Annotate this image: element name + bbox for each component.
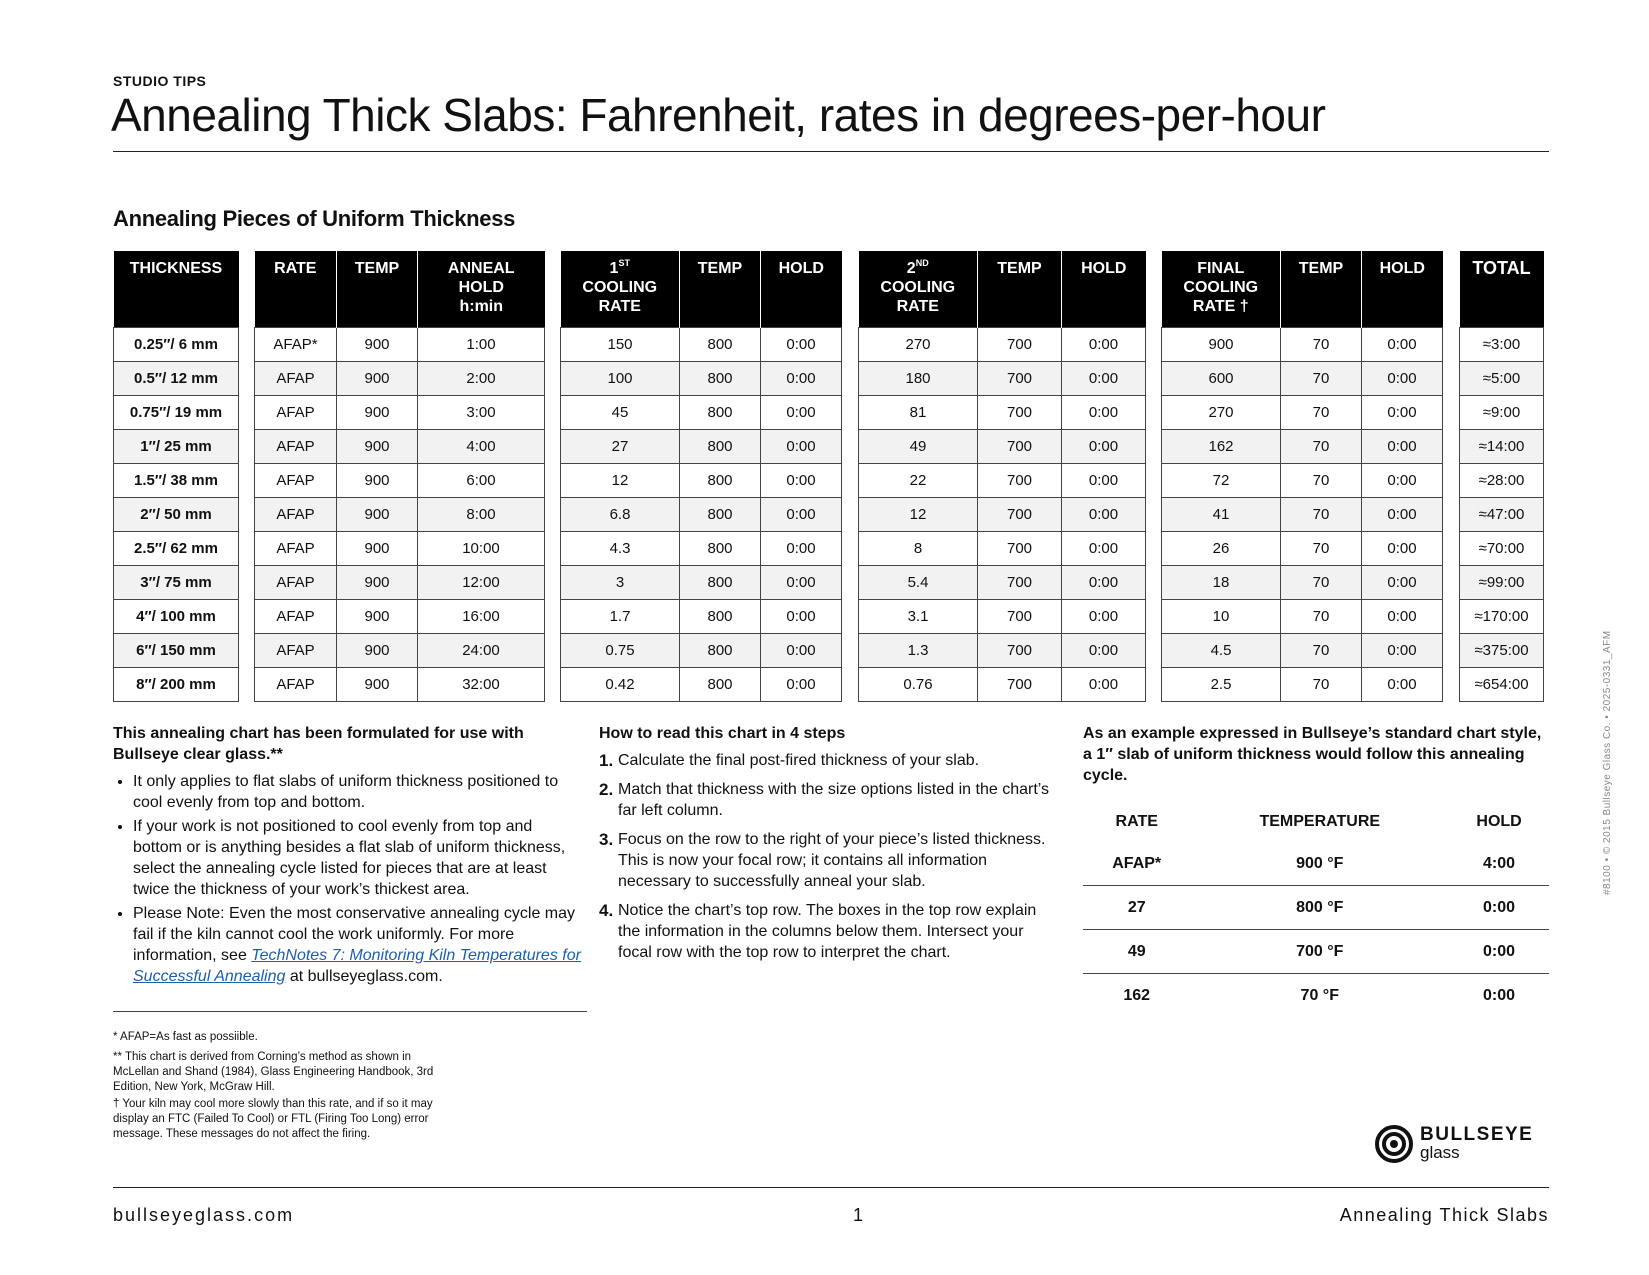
table-cell: AFAP <box>255 600 337 634</box>
table-cell: 22 <box>859 464 978 498</box>
table-row <box>561 532 842 566</box>
example-cell: 0:00 <box>1449 930 1549 974</box>
table-cell: ≈99:00 <box>1460 566 1544 600</box>
table-cell: 0:00 <box>761 566 842 600</box>
table-row <box>1162 430 1443 464</box>
table-row <box>1162 464 1443 498</box>
header-total: TOTAL <box>1460 251 1544 328</box>
table-cell: 12 <box>561 464 680 498</box>
table-cell: ≈375:00 <box>1460 634 1544 668</box>
table-cell: 0:00 <box>761 362 842 396</box>
table-cell: 81 <box>859 396 978 430</box>
table-row <box>1162 328 1443 362</box>
table-cell: 41 <box>1162 498 1281 532</box>
table-cell: 0:00 <box>1362 362 1443 396</box>
table-cell: 800 <box>680 362 761 396</box>
logo-wordmark: BULLSEYE <box>1420 1124 1534 1145</box>
table-cell: 800 <box>680 328 761 362</box>
table-cell: 0:00 <box>761 668 842 702</box>
table-cell: 100 <box>561 362 680 396</box>
table-cell: 900 <box>337 600 418 634</box>
table-cell: AFAP <box>255 464 337 498</box>
table-row <box>561 634 842 668</box>
table-cell: 0:00 <box>761 532 842 566</box>
table-cell: ≈3:00 <box>1460 328 1544 362</box>
step-item: 4. Notice the chart’s top row. The boxes in the top row explain the information in the columns below them. Intersect your focal row with the top row to interpret the chart. <box>599 901 1037 961</box>
table-row <box>1460 498 1544 532</box>
table-row <box>255 464 545 498</box>
example-cell: 49 <box>1083 930 1190 974</box>
table-cell: 2.5 <box>1162 668 1281 702</box>
usage-notes <box>113 723 583 990</box>
table-cell: 5.4 <box>859 566 978 600</box>
table-cell: 3 <box>561 566 680 600</box>
header-hold: HOLD <box>761 251 842 328</box>
how-to-read-heading: How to read this chart in 4 steps <box>599 725 846 742</box>
table-cell: 270 <box>859 328 978 362</box>
table-cell: 900 <box>337 634 418 668</box>
table-cell: 700 <box>978 532 1062 566</box>
table-row <box>1162 498 1443 532</box>
table-cell: AFAP <box>255 532 337 566</box>
table-cell: 0:00 <box>1062 328 1146 362</box>
example-header-temperature: TEMPERATURE <box>1259 813 1381 830</box>
usage-heading: This annealing chart has been formulated for use with Bullseye clear glass.** <box>113 725 524 763</box>
table-cell: 70 <box>1281 532 1362 566</box>
table-row <box>1162 634 1443 668</box>
example-cell: 900 °F <box>1190 842 1449 886</box>
total-table <box>1459 251 1544 702</box>
usage-bullet: • It only applies to flat slabs of uniform thickness positioned to cool evenly from top and bottom. <box>133 771 583 813</box>
table-cell: 900 <box>337 532 418 566</box>
footnote-divider <box>113 1011 587 1012</box>
example-row <box>1083 842 1549 886</box>
table-cell: 4.5 <box>1162 634 1281 668</box>
table-row <box>255 634 545 668</box>
example-header-rate: RATE <box>1115 813 1158 830</box>
header-divider <box>113 151 1549 152</box>
table-cell: 0.75″/ 19 mm <box>114 396 239 430</box>
table-cell: 70 <box>1281 328 1362 362</box>
table-row <box>255 396 545 430</box>
table-cell: 2:00 <box>418 362 545 396</box>
table-cell: 70 <box>1281 566 1362 600</box>
table-cell: 0:00 <box>761 396 842 430</box>
table-cell: 0:00 <box>1062 566 1146 600</box>
table-cell: 72 <box>1162 464 1281 498</box>
footnote: * AFAP=As fast as possiible. <box>113 1031 258 1043</box>
table-cell: 0:00 <box>1362 566 1443 600</box>
table-cell: 800 <box>680 600 761 634</box>
table-row <box>1162 396 1443 430</box>
table-row <box>114 396 239 430</box>
footer-divider <box>113 1187 1549 1188</box>
table-cell: 900 <box>337 328 418 362</box>
usage-bullet: • If your work is not positioned to cool evenly from top and bottom or is anything besides a flat slab of uniform thickness, select the annealing cycle listed for pieces that are at least twice the thickness of your work’s thickest area. <box>133 816 583 900</box>
example-cell: 700 °F <box>1190 930 1449 974</box>
table-cell: 700 <box>978 498 1062 532</box>
table-cell: 700 <box>978 600 1062 634</box>
table-cell: 0.75 <box>561 634 680 668</box>
table-cell: 700 <box>978 634 1062 668</box>
table-cell: AFAP <box>255 396 337 430</box>
table-cell: ≈70:00 <box>1460 532 1544 566</box>
table-cell: 3.1 <box>859 600 978 634</box>
table-cell: 70 <box>1281 634 1362 668</box>
table-cell: ≈654:00 <box>1460 668 1544 702</box>
table-row <box>255 498 545 532</box>
table-cell: 70 <box>1281 396 1362 430</box>
example-cell: 0:00 <box>1483 986 1516 1004</box>
table-cell: 700 <box>978 668 1062 702</box>
table-cell: 10 <box>1162 600 1281 634</box>
table-cell: AFAP <box>255 430 337 464</box>
table-row <box>1460 464 1544 498</box>
bullseye-target-icon <box>1374 1124 1414 1164</box>
table-row <box>114 464 239 498</box>
footer-doc-title: Annealing Thick Slabs <box>1339 1205 1549 1225</box>
example-heading: As an example expressed in Bullseye’s standard chart style, a 1″ slab of uniform thickness would follow this annealing cycle. <box>1083 725 1542 784</box>
example-intro <box>1083 723 1549 792</box>
table-cell: 0:00 <box>761 328 842 362</box>
table-cell: 8:00 <box>418 498 545 532</box>
table-cell: 180 <box>859 362 978 396</box>
table-row <box>859 464 1146 498</box>
table-row <box>1460 566 1544 600</box>
table-row <box>859 634 1146 668</box>
table-cell: 6″/ 150 mm <box>114 634 239 668</box>
table-cell: AFAP* <box>255 328 337 362</box>
table-cell: 0:00 <box>1062 498 1146 532</box>
table-cell: 0:00 <box>1062 396 1146 430</box>
example-row <box>1083 930 1549 974</box>
table-row <box>1162 600 1443 634</box>
table-cell: 0:00 <box>1062 600 1146 634</box>
table-cell: ≈28:00 <box>1460 464 1544 498</box>
header-anneal-hold: ANNEAL HOLD h:min <box>418 251 545 328</box>
table-row <box>561 600 842 634</box>
table-cell: 0:00 <box>1362 464 1443 498</box>
table-cell: ≈5:00 <box>1460 362 1544 396</box>
table-cell: 27 <box>561 430 680 464</box>
example-table <box>1083 802 1549 1017</box>
table-row <box>114 600 239 634</box>
table-cell: 18 <box>1162 566 1281 600</box>
kicker-label: STUDIO TIPS <box>113 73 207 89</box>
table-cell: 24:00 <box>418 634 545 668</box>
table-cell: 4:00 <box>418 430 545 464</box>
footnote: † Your kiln may cool more slowly than this rate, and if so it may display an FTC (Failed To Cool) or FTL (Firing Too Long) error message. These messages do not affect the firing. <box>113 1098 433 1140</box>
table-cell: 70 <box>1281 668 1362 702</box>
table-row <box>114 498 239 532</box>
table-row <box>561 464 842 498</box>
table-cell: 70 <box>1281 498 1362 532</box>
second-cooling-table <box>858 251 1146 702</box>
table-cell: 800 <box>680 498 761 532</box>
table-cell: 1.5″/ 38 mm <box>114 464 239 498</box>
table-cell: 26 <box>1162 532 1281 566</box>
table-row <box>1162 566 1443 600</box>
table-cell: 900 <box>337 464 418 498</box>
table-row <box>561 566 842 600</box>
table-cell: 0:00 <box>1062 362 1146 396</box>
table-cell: 1″/ 25 mm <box>114 430 239 464</box>
table-cell: ≈47:00 <box>1460 498 1544 532</box>
header-rate: RATE <box>255 251 337 328</box>
table-cell: 0:00 <box>1062 464 1146 498</box>
table-row <box>114 430 239 464</box>
header-temp: TEMP <box>978 251 1062 328</box>
table-row <box>859 328 1146 362</box>
table-cell: 0:00 <box>1362 396 1443 430</box>
final-cooling-table <box>1161 251 1443 702</box>
first-cooling-table <box>560 251 842 702</box>
header-final-cooling-rate: FINAL COOLING RATE † <box>1162 251 1281 328</box>
table-cell: 0:00 <box>1062 668 1146 702</box>
footer-website: bullseyeglass.com <box>113 1205 295 1225</box>
table-cell: 12 <box>859 498 978 532</box>
table-cell: 0.5″/ 12 mm <box>114 362 239 396</box>
table-cell: 70 <box>1281 362 1362 396</box>
table-row <box>255 430 545 464</box>
step-item: 3. Focus on the row to the right of your piece’s listed thickness. This is now your focal row; it contains all information necessary to successfully anneal your slab. <box>599 830 1046 890</box>
table-cell: 700 <box>978 396 1062 430</box>
table-cell: 8 <box>859 532 978 566</box>
usage-bullet: • Please Note: Even the most conservative annealing cycle may fail if the kiln cannot cool the work uniformly. For more information, see TechNotes 7: Monitoring Kiln Temperatures for Successful Annealing at bullseyeglass.com. <box>133 903 583 987</box>
table-row <box>1460 328 1544 362</box>
example-cell: AFAP* <box>1083 842 1190 886</box>
table-cell: 0:00 <box>1062 430 1146 464</box>
table-cell: 0:00 <box>1362 668 1443 702</box>
table-row <box>1460 668 1544 702</box>
example-cell: 27 <box>1083 886 1190 930</box>
table-cell: 700 <box>978 566 1062 600</box>
table-cell: 150 <box>561 328 680 362</box>
header-temp: TEMP <box>680 251 761 328</box>
table-cell: 1:00 <box>418 328 545 362</box>
header-second-cooling-rate: 2ND COOLING RATE <box>859 251 978 328</box>
table-cell: 8″/ 200 mm <box>114 668 239 702</box>
table-cell: 12:00 <box>418 566 545 600</box>
example-cell: 162 <box>1123 986 1151 1004</box>
table-row <box>561 430 842 464</box>
bullseye-logo <box>1374 1124 1533 1164</box>
table-cell: 6.8 <box>561 498 680 532</box>
table-row <box>1460 362 1544 396</box>
side-code: #8100 • © 2015 Bullseye Glass Co. • 2025-0331_AFM <box>1602 630 1613 895</box>
table-row <box>1162 532 1443 566</box>
table-row <box>114 566 239 600</box>
table-row <box>255 362 545 396</box>
table-cell: 900 <box>337 430 418 464</box>
table-cell: 49 <box>859 430 978 464</box>
table-cell: 0:00 <box>1362 600 1443 634</box>
table-row <box>859 600 1146 634</box>
thickness-table <box>113 251 239 702</box>
table-cell: AFAP <box>255 634 337 668</box>
table-cell: 800 <box>680 566 761 600</box>
table-cell: 700 <box>978 430 1062 464</box>
header-thickness: THICKNESS <box>114 251 239 328</box>
table-row <box>1460 396 1544 430</box>
table-row <box>561 668 842 702</box>
table-cell: 1.7 <box>561 600 680 634</box>
table-cell: 0:00 <box>1362 498 1443 532</box>
example-cell: 70 °F <box>1300 986 1339 1004</box>
step-item: 1. Calculate the final post-fired thickness of your slab. <box>599 751 980 770</box>
page-title: Annealing Thick Slabs: Fahrenheit, rates in degrees-per-hour <box>111 89 1326 141</box>
table-cell: 2″/ 50 mm <box>114 498 239 532</box>
section-title: Annealing Pieces of Uniform Thickness <box>113 206 516 231</box>
table-row <box>255 566 545 600</box>
how-to-read <box>599 723 1054 971</box>
table-cell: ≈9:00 <box>1460 396 1544 430</box>
table-cell: 270 <box>1162 396 1281 430</box>
table-cell: 800 <box>680 634 761 668</box>
table-cell: 0.42 <box>561 668 680 702</box>
table-row <box>1460 532 1544 566</box>
table-cell: AFAP <box>255 566 337 600</box>
table-cell: 0:00 <box>1062 634 1146 668</box>
table-cell: 900 <box>337 566 418 600</box>
table-cell: 6:00 <box>418 464 545 498</box>
logo-subword: glass <box>1420 1143 1460 1162</box>
table-cell: AFAP <box>255 498 337 532</box>
table-row <box>114 362 239 396</box>
table-cell: 800 <box>680 396 761 430</box>
table-cell: 0:00 <box>761 600 842 634</box>
table-cell: 0:00 <box>1362 328 1443 362</box>
table-cell: 4.3 <box>561 532 680 566</box>
table-cell: 0.76 <box>859 668 978 702</box>
table-cell: 1.3 <box>859 634 978 668</box>
table-cell: 2.5″/ 62 mm <box>114 532 239 566</box>
table-cell: 800 <box>680 668 761 702</box>
table-row <box>114 328 239 362</box>
page-number: 1 <box>853 1205 864 1225</box>
table-cell: 45 <box>561 396 680 430</box>
table-cell: 0:00 <box>761 430 842 464</box>
table-row <box>561 328 842 362</box>
table-row <box>859 430 1146 464</box>
table-row <box>114 668 239 702</box>
table-cell: AFAP <box>255 668 337 702</box>
table-cell: 0:00 <box>1362 634 1443 668</box>
table-cell: 700 <box>978 464 1062 498</box>
table-cell: 0:00 <box>1062 532 1146 566</box>
table-row <box>114 532 239 566</box>
table-cell: 900 <box>337 498 418 532</box>
table-row <box>1460 430 1544 464</box>
example-cell: 800 °F <box>1190 886 1449 930</box>
table-cell: 900 <box>1162 328 1281 362</box>
table-cell: 70 <box>1281 464 1362 498</box>
table-cell: AFAP <box>255 362 337 396</box>
table-row <box>859 498 1146 532</box>
header-first-cooling-rate: 1ST COOLING RATE <box>561 251 680 328</box>
table-cell: 800 <box>680 532 761 566</box>
table-row <box>561 362 842 396</box>
table-cell: 900 <box>337 668 418 702</box>
header-hold: HOLD <box>1362 251 1443 328</box>
technotes-link[interactable]: TechNotes 7: Monitoring Kiln Temperatures for Successful Annealing <box>133 947 581 985</box>
table-row <box>114 634 239 668</box>
table-row <box>859 532 1146 566</box>
table-row <box>561 396 842 430</box>
anneal-table <box>254 251 545 702</box>
table-cell: 0.25″/ 6 mm <box>114 328 239 362</box>
table-cell: 70 <box>1281 430 1362 464</box>
table-cell: 0:00 <box>1362 430 1443 464</box>
table-row <box>1460 634 1544 668</box>
table-cell: 900 <box>337 396 418 430</box>
table-row <box>1460 600 1544 634</box>
table-row <box>859 668 1146 702</box>
table-cell: 800 <box>680 464 761 498</box>
table-row <box>255 668 545 702</box>
table-cell: 16:00 <box>418 600 545 634</box>
table-row <box>255 600 545 634</box>
table-cell: ≈170:00 <box>1460 600 1544 634</box>
table-cell: 800 <box>680 430 761 464</box>
header-temp: TEMP <box>1281 251 1362 328</box>
table-row <box>561 498 842 532</box>
table-row <box>859 566 1146 600</box>
table-row <box>255 532 545 566</box>
table-row <box>255 328 545 362</box>
example-cell: 4:00 <box>1449 842 1549 886</box>
step-item: 2. Match that thickness with the size options listed in the chart’s far left column. <box>599 780 1050 819</box>
table-row <box>859 396 1146 430</box>
table-cell: 162 <box>1162 430 1281 464</box>
table-row <box>859 362 1146 396</box>
table-cell: 700 <box>978 362 1062 396</box>
table-cell: 10:00 <box>418 532 545 566</box>
example-header-hold: HOLD <box>1476 813 1522 830</box>
table-row <box>1162 668 1443 702</box>
header-temp: TEMP <box>337 251 418 328</box>
table-row <box>1162 362 1443 396</box>
footnote: ** This chart is derived from Corning’s method as shown in McLellan and Shand (1984), Glass Engineering Handbook, 3rd Edition, New York, McGraw Hill. <box>113 1051 434 1093</box>
example-cell: 0:00 <box>1449 886 1549 930</box>
table-cell: 0:00 <box>1362 532 1443 566</box>
table-cell: 3″/ 75 mm <box>114 566 239 600</box>
table-cell: 700 <box>978 328 1062 362</box>
table-cell: 4″/ 100 mm <box>114 600 239 634</box>
example-row <box>1083 974 1549 1018</box>
table-cell: 3:00 <box>418 396 545 430</box>
table-cell: 0:00 <box>761 498 842 532</box>
table-cell: 0:00 <box>761 464 842 498</box>
table-cell: 900 <box>337 362 418 396</box>
header-hold: HOLD <box>1062 251 1146 328</box>
table-cell: 70 <box>1281 600 1362 634</box>
table-cell: 32:00 <box>418 668 545 702</box>
example-row <box>1083 886 1549 930</box>
table-cell: 600 <box>1162 362 1281 396</box>
table-cell: ≈14:00 <box>1460 430 1544 464</box>
table-cell: 0:00 <box>761 634 842 668</box>
